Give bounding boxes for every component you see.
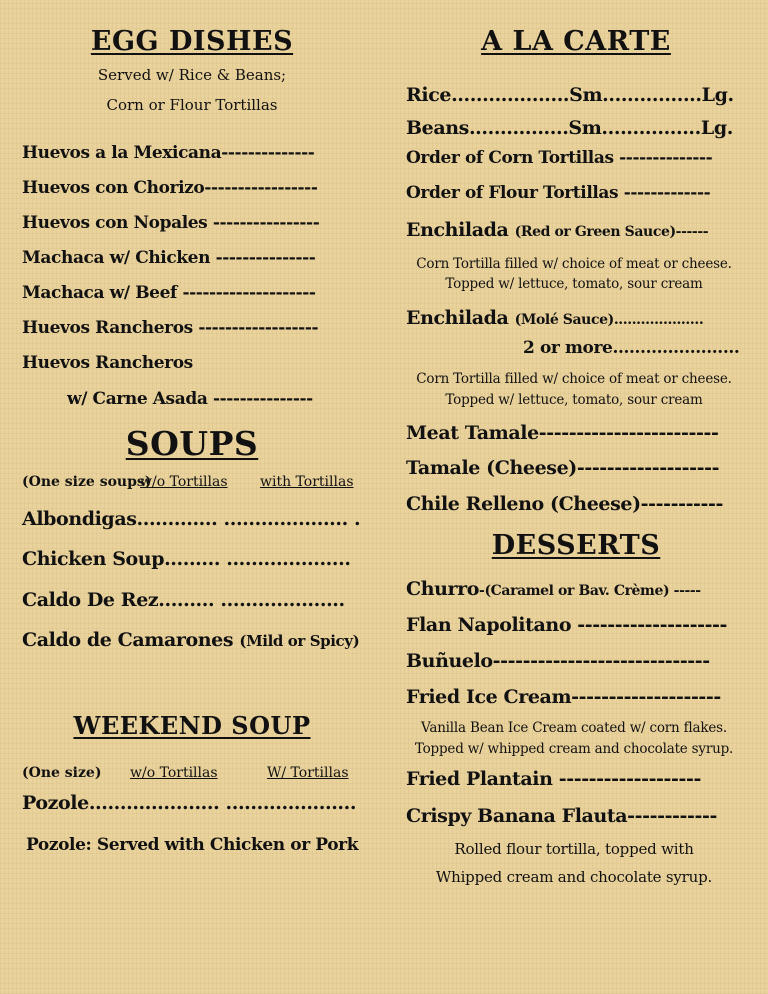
menu-item bbox=[406, 219, 708, 241]
egg-note-1: Served w/ Rice & Beans; bbox=[97, 66, 287, 84]
item-description: Vanilla Bean Ice Cream coated w/ corn flakes. bbox=[421, 720, 727, 736]
item-description: Corn Tortilla filled w/ choice of meat or cheese. bbox=[416, 371, 732, 387]
menu-item: Fried Ice Cream-------------------- bbox=[406, 686, 721, 708]
menu-item bbox=[406, 578, 701, 600]
menu-item-label: Enchilada bbox=[406, 219, 509, 241]
menu-item-label: Churro bbox=[406, 578, 480, 600]
soups-heading: SOUPS bbox=[125, 424, 259, 463]
weekend-soup-heading: WEEKEND SOUP bbox=[73, 711, 311, 740]
menu-item: Beans................Sm................Lg. bbox=[406, 117, 733, 139]
menu-item: Huevos con Chorizo----------------- bbox=[22, 178, 318, 198]
item-description: Topped w/ whipped cream and chocolate syrup. bbox=[414, 741, 734, 757]
menu-item: Huevos Rancheros bbox=[22, 353, 193, 373]
menu-item: Albondigas............. .................... . bbox=[22, 508, 361, 530]
menu-item: Caldo De Rez......... .................... bbox=[22, 589, 345, 611]
menu-item: Rice...................Sm................Lg. bbox=[406, 84, 734, 106]
menu-item-note: (Molé Sauce).................... bbox=[514, 312, 704, 328]
menu-item: Flan Napolitano -------------------- bbox=[406, 614, 728, 636]
menu-item: Buñuelo----------------------------- bbox=[406, 650, 710, 672]
soups-col-with: with Tortillas bbox=[260, 474, 354, 490]
menu-item-note: -(Caramel or Bav. Crème) ----- bbox=[479, 583, 701, 599]
menu-item bbox=[406, 307, 703, 329]
menu-item-label: Enchilada bbox=[406, 307, 509, 329]
menu-item: Huevos con Nopales ---------------- bbox=[22, 213, 320, 233]
menu-item-note: (Mild or Spicy) bbox=[239, 632, 360, 650]
menu-item-label: Caldo de Camarones bbox=[22, 629, 234, 651]
soups-col-without: w/o Tortillas bbox=[140, 474, 228, 490]
item-description: Corn Tortilla filled w/ choice of meat or cheese. bbox=[416, 256, 732, 272]
menu-item: Tamale (Cheese)------------------- bbox=[406, 457, 720, 479]
menu-item: Fried Plantain ------------------- bbox=[406, 768, 701, 790]
menu-item: Huevos a la Mexicana-------------- bbox=[22, 143, 315, 163]
weekend-col-without: w/o Tortillas bbox=[130, 765, 218, 781]
item-description: Rolled flour tortilla, topped with bbox=[454, 840, 694, 858]
menu-item: Order of Corn Tortillas -------------- bbox=[406, 148, 713, 168]
desserts-heading: DESSERTS bbox=[491, 530, 661, 561]
item-description: Topped w/ lettuce, tomato, sour cream bbox=[445, 392, 703, 408]
menu-item-note: (Red or Green Sauce)------ bbox=[514, 224, 709, 240]
menu-item: Crispy Banana Flauta------------ bbox=[406, 805, 717, 827]
menu-item: Order of Flour Tortillas ------------- bbox=[406, 183, 711, 203]
menu-item: w/ Carne Asada --------------- bbox=[67, 389, 313, 409]
item-description: Topped w/ lettuce, tomato, sour cream bbox=[445, 276, 703, 292]
egg-dishes-heading: EGG DISHES bbox=[90, 26, 294, 57]
menu-item: Machaca w/ Chicken --------------- bbox=[22, 248, 316, 268]
menu-item: 2 or more....................... bbox=[523, 338, 740, 358]
pozole-note: Pozole: Served with Chicken or Pork bbox=[26, 835, 359, 855]
weekend-size-label: (One size) bbox=[22, 765, 102, 781]
menu-item: Meat Tamale------------------------ bbox=[406, 422, 719, 444]
menu-item bbox=[22, 629, 359, 651]
menu-item: Huevos Rancheros ------------------ bbox=[22, 318, 319, 338]
menu-item: Machaca w/ Beef -------------------- bbox=[22, 283, 316, 303]
a-la-carte-heading: A LA CARTE bbox=[481, 26, 671, 57]
menu-item: Chile Relleno (Cheese)----------- bbox=[406, 493, 723, 515]
soups-size-label: (One size soups) bbox=[22, 474, 152, 490]
menu-item: Pozole..................... ..................... bbox=[22, 792, 357, 814]
menu-item: Chicken Soup......... .................... bbox=[22, 548, 351, 570]
egg-note-2: Corn or Flour Tortillas bbox=[106, 96, 278, 114]
weekend-col-with: W/ Tortillas bbox=[267, 765, 349, 781]
item-description: Whipped cream and chocolate syrup. bbox=[435, 868, 713, 886]
